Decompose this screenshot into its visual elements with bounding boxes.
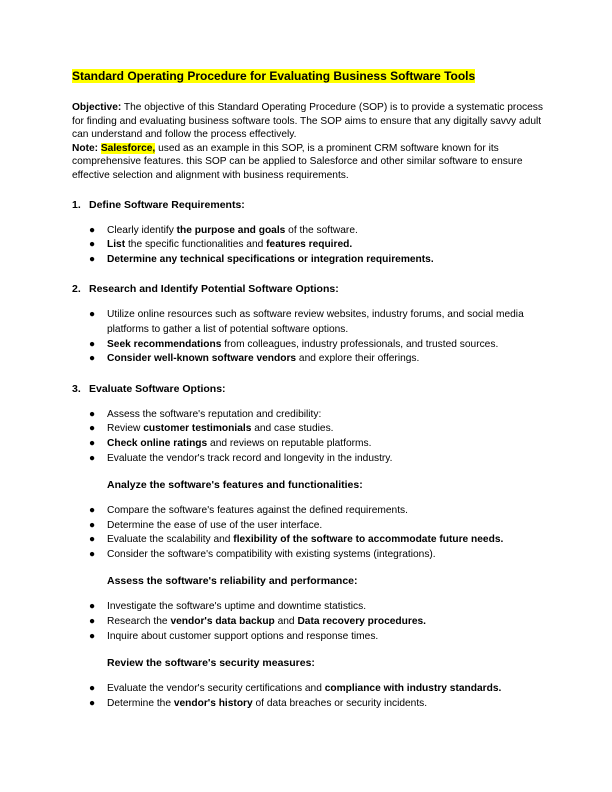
- list-item: ● Determine the vendor's history of data breaches or security incidents.: [107, 697, 547, 712]
- bullet-icon: ●: [89, 353, 96, 365]
- bullet-icon: ●: [89, 338, 96, 350]
- bullet-icon: ●: [89, 253, 96, 265]
- section-heading: 2. Research and Identify Potential Software Options:: [72, 283, 339, 296]
- section-heading: 1. Define Software Requirements:: [72, 198, 245, 211]
- section-heading: 3. Evaluate Software Options:: [72, 382, 226, 395]
- bullet-icon: ●: [89, 601, 96, 613]
- subsection-heading: Review the software's security measures:: [107, 657, 315, 670]
- bullet-list: [72, 682, 547, 711]
- list-item: ● Check online ratings and reviews on reputable platforms.: [107, 437, 547, 452]
- list-item: ● Review customer testimonials and case studies.: [107, 422, 547, 437]
- document-title: Standard Operating Procedure for Evaluating Business Software Tools: [72, 69, 476, 83]
- bullet-icon: ●: [89, 616, 96, 628]
- bullet-list: [72, 408, 547, 466]
- list-item: ● Evaluate the vendor's security certifications and compliance with industry standards.: [107, 682, 547, 697]
- list-item: ● Evaluate the scalability and flexibility of the software to accommodate future needs.: [107, 533, 547, 548]
- objective-label: Objective:: [72, 102, 122, 113]
- bullet-icon: ●: [89, 452, 96, 464]
- list-item: ● Clearly identify the purpose and goals of the software.: [107, 224, 547, 239]
- bullet-list: [72, 600, 547, 644]
- objective-paragraph: [72, 101, 547, 142]
- bullet-icon: ●: [89, 519, 96, 531]
- list-item: ● Determine any technical specifications or integration requirements.: [107, 253, 547, 268]
- bullet-icon: ●: [89, 534, 96, 546]
- list-item: ● Investigate the software's uptime and downtime statistics.: [107, 600, 547, 615]
- list-item: ● Research the vendor's data backup and Data recovery procedures.: [107, 615, 547, 630]
- note-label: Note:: [72, 142, 101, 154]
- bullet-icon: ●: [89, 408, 96, 420]
- subsection-heading: Assess the software's reliability and performance:: [107, 575, 358, 588]
- note-highlight: Salesforce,: [100, 142, 156, 154]
- list-item: ● Seek recommendations from colleagues, industry professionals, and trusted sources.: [107, 338, 547, 353]
- list-item: ● Compare the software's features against the defined requirements.: [107, 504, 547, 519]
- bullet-icon: ●: [89, 423, 96, 435]
- list-item: ● Assess the software's reputation and credibility:: [107, 408, 547, 423]
- bullet-list: [72, 504, 547, 562]
- bullet-icon: ●: [89, 437, 96, 449]
- list-item: ● Inquire about customer support options and response times.: [107, 630, 547, 645]
- bullet-icon: ●: [89, 697, 96, 709]
- list-item: ● Evaluate the vendor's track record and longevity in the industry.: [107, 452, 547, 467]
- objective-text: The objective of this Standard Operating Procedure (SOP) is to provide a systematic process for finding and evaluating business software tools. The SOP aims to ensure that any digitally savvy adult can understand and follow the process effectively.: [72, 102, 543, 141]
- note-paragraph: [72, 142, 547, 183]
- bullet-icon: ●: [89, 239, 96, 251]
- note-text: used as an example in this SOP, is a prominent CRM software known for its comprehensive features. this SOP can be applied to Salesforce and other similar software to ensure effective selection and alignment with business requirements.: [72, 142, 523, 181]
- subsection-heading: Analyze the software's features and functionalities:: [107, 479, 363, 492]
- list-item: ● Consider the software's compatibility with existing systems (integrations).: [107, 548, 547, 563]
- bullet-icon: ●: [89, 309, 96, 321]
- document-page: [72, 66, 547, 711]
- bullet-icon: ●: [89, 224, 96, 236]
- bullet-list: [72, 308, 547, 366]
- list-item: ● Consider well-known software vendors and explore their offerings.: [107, 352, 547, 367]
- list-item: ● Determine the ease of use of the user interface.: [107, 519, 547, 534]
- bullet-icon: ●: [89, 630, 96, 642]
- bullet-list: [72, 224, 547, 268]
- list-item: ● List the specific functionalities and features required.: [107, 238, 547, 253]
- list-item: ● Utilize online resources such as software review websites, industry forums, and social media platforms to gather a list of potential software options.: [89, 309, 524, 335]
- bullet-icon: ●: [89, 683, 96, 695]
- bullet-icon: ●: [89, 505, 96, 517]
- bullet-icon: ●: [89, 548, 96, 560]
